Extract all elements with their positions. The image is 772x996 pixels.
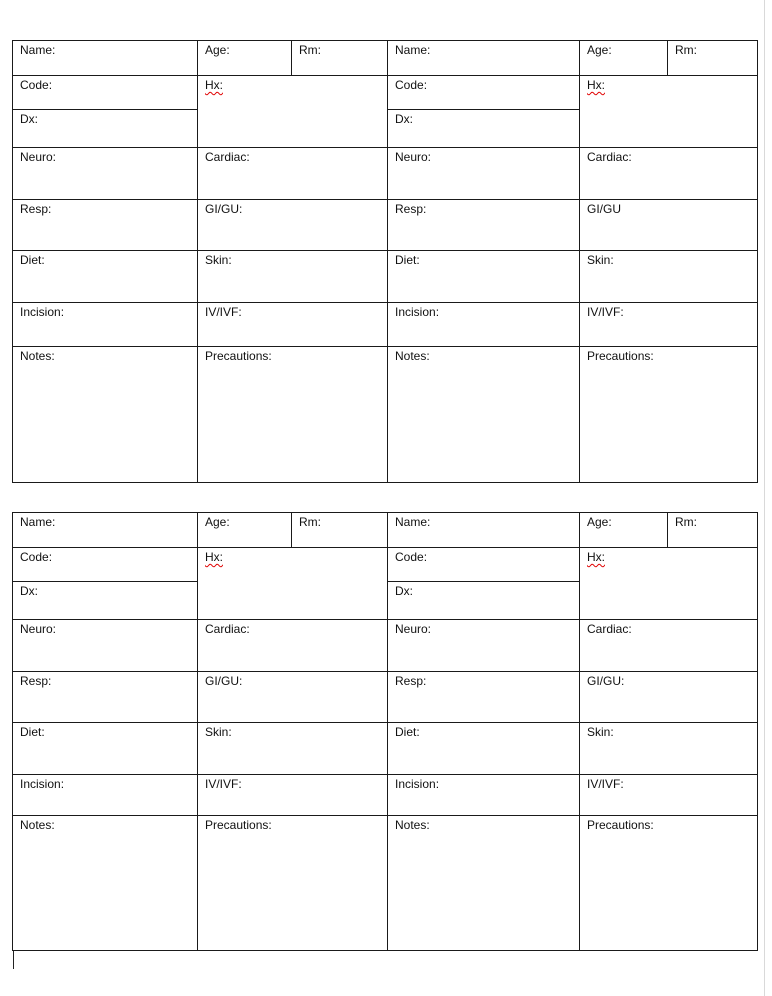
field-label: Resp:	[395, 674, 427, 688]
field-label: Cardiac:	[587, 150, 632, 164]
field-label: Dx:	[20, 112, 38, 126]
field-label: Skin:	[587, 725, 614, 739]
incision-field[interactable]	[12, 302, 198, 347]
code-field[interactable]	[387, 547, 580, 582]
field-label: Code:	[395, 550, 428, 564]
cardiac-field[interactable]	[197, 619, 388, 672]
incision-field[interactable]	[387, 774, 580, 816]
field-label: Age:	[205, 43, 230, 57]
diet-field[interactable]	[387, 722, 580, 775]
field-label: Rm:	[675, 515, 697, 529]
field-label: Neuro:	[20, 150, 57, 164]
precautions-field[interactable]	[197, 346, 388, 483]
iv-field[interactable]	[197, 774, 388, 816]
resp-field[interactable]	[12, 671, 198, 723]
notes-field[interactable]	[12, 346, 198, 483]
skin-field[interactable]	[197, 250, 388, 303]
cardiac-field[interactable]	[579, 147, 758, 200]
field-label: Rm:	[299, 43, 321, 57]
field-label: GI/GU:	[205, 202, 243, 216]
report-sheet-top	[12, 40, 758, 483]
field-label: Neuro:	[395, 150, 432, 164]
code-field[interactable]	[12, 547, 198, 582]
field-label: IV/IVF:	[205, 305, 242, 319]
field-label: Resp:	[20, 202, 52, 216]
page-edge	[764, 0, 765, 996]
dx-field[interactable]	[12, 581, 198, 620]
code-field[interactable]	[387, 75, 580, 110]
skin-field[interactable]	[579, 722, 758, 775]
field-label: Age:	[205, 515, 230, 529]
dx-field[interactable]	[387, 581, 580, 620]
field-label: Incision:	[395, 305, 440, 319]
neuro-field[interactable]	[387, 619, 580, 672]
field-label: Incision:	[395, 777, 440, 791]
field-label: Incision:	[20, 777, 65, 791]
gigu-field[interactable]	[579, 199, 758, 251]
field-label: Hx:	[205, 550, 223, 564]
field-label: Notes:	[20, 818, 55, 832]
room-field[interactable]	[667, 40, 758, 76]
field-label: Name:	[20, 43, 56, 57]
field-label: Resp:	[395, 202, 427, 216]
field-label: Code:	[20, 78, 53, 92]
field-label: Precautions:	[205, 349, 272, 363]
field-label: Diet:	[395, 253, 420, 267]
field-label: Notes:	[395, 818, 430, 832]
skin-field[interactable]	[197, 722, 388, 775]
gigu-field[interactable]	[197, 199, 388, 251]
dx-field[interactable]	[12, 109, 198, 148]
field-label: Code:	[20, 550, 53, 564]
text-cursor	[13, 951, 14, 969]
field-label: Hx:	[587, 550, 605, 564]
resp-field[interactable]	[12, 199, 198, 251]
field-label: Skin:	[587, 253, 614, 267]
hx-field[interactable]	[197, 75, 388, 148]
iv-field[interactable]	[579, 302, 758, 347]
field-label: Diet:	[20, 725, 45, 739]
field-label: Notes:	[20, 349, 55, 363]
field-label: Cardiac:	[205, 150, 250, 164]
field-label: IV/IVF:	[587, 305, 624, 319]
field-label: Skin:	[205, 253, 232, 267]
field-label: Neuro:	[20, 622, 57, 636]
age-field[interactable]	[197, 512, 292, 548]
field-label: Cardiac:	[587, 622, 632, 636]
skin-field[interactable]	[579, 250, 758, 303]
precautions-field[interactable]	[197, 815, 388, 951]
name-field[interactable]	[12, 512, 198, 548]
field-label: Name:	[20, 515, 56, 529]
room-field[interactable]	[667, 512, 758, 548]
precautions-field[interactable]	[579, 815, 758, 951]
field-label: Diet:	[20, 253, 45, 267]
field-label: Rm:	[675, 43, 697, 57]
precautions-field[interactable]	[579, 346, 758, 483]
field-label: Cardiac:	[205, 622, 250, 636]
name-field[interactable]	[12, 40, 198, 76]
hx-field[interactable]	[579, 75, 758, 148]
field-label: Name:	[395, 515, 431, 529]
field-label: IV/IVF:	[587, 777, 624, 791]
cardiac-field[interactable]	[197, 147, 388, 200]
field-label: Skin:	[205, 725, 232, 739]
field-label: Precautions:	[587, 349, 654, 363]
incision-field[interactable]	[387, 302, 580, 347]
field-label: GI/GU:	[587, 674, 625, 688]
name-field[interactable]	[387, 40, 580, 76]
neuro-field[interactable]	[387, 147, 580, 200]
name-field[interactable]	[387, 512, 580, 548]
field-label: Dx:	[395, 112, 413, 126]
field-label: GI/GU:	[205, 674, 243, 688]
diet-field[interactable]	[12, 722, 198, 775]
diet-field[interactable]	[387, 250, 580, 303]
gigu-field[interactable]	[197, 671, 388, 723]
field-label: Hx:	[205, 78, 223, 92]
field-label: Name:	[395, 43, 431, 57]
notes-field[interactable]	[387, 346, 580, 483]
field-label: GI/GU	[587, 202, 622, 216]
field-label: Dx:	[20, 584, 38, 598]
room-field[interactable]	[291, 512, 388, 548]
field-label: Incision:	[20, 305, 65, 319]
field-label: Diet:	[395, 725, 420, 739]
field-label: Neuro:	[395, 622, 432, 636]
diet-field[interactable]	[12, 250, 198, 303]
field-label: Age:	[587, 43, 612, 57]
field-label: Resp:	[20, 674, 52, 688]
age-field[interactable]	[579, 40, 668, 76]
age-field[interactable]	[579, 512, 668, 548]
field-label: Precautions:	[587, 818, 654, 832]
iv-field[interactable]	[197, 302, 388, 347]
neuro-field[interactable]	[12, 619, 198, 672]
gigu-field[interactable]	[579, 671, 758, 723]
notes-field[interactable]	[387, 815, 580, 951]
hx-field[interactable]	[197, 547, 388, 620]
neuro-field[interactable]	[12, 147, 198, 200]
cardiac-field[interactable]	[579, 619, 758, 672]
code-field[interactable]	[12, 75, 198, 110]
field-label: Code:	[395, 78, 428, 92]
field-label: Dx:	[395, 584, 413, 598]
field-label: Notes:	[395, 349, 430, 363]
field-label: Precautions:	[205, 818, 272, 832]
notes-field[interactable]	[12, 815, 198, 951]
dx-field[interactable]	[387, 109, 580, 148]
field-label: Age:	[587, 515, 612, 529]
age-field[interactable]	[197, 40, 292, 76]
incision-field[interactable]	[12, 774, 198, 816]
field-label: IV/IVF:	[205, 777, 242, 791]
resp-field[interactable]	[387, 671, 580, 723]
field-label: Hx:	[587, 78, 605, 92]
iv-field[interactable]	[579, 774, 758, 816]
report-sheet-bottom	[12, 512, 758, 951]
resp-field[interactable]	[387, 199, 580, 251]
field-label: Rm:	[299, 515, 321, 529]
hx-field[interactable]	[579, 547, 758, 620]
room-field[interactable]	[291, 40, 388, 76]
